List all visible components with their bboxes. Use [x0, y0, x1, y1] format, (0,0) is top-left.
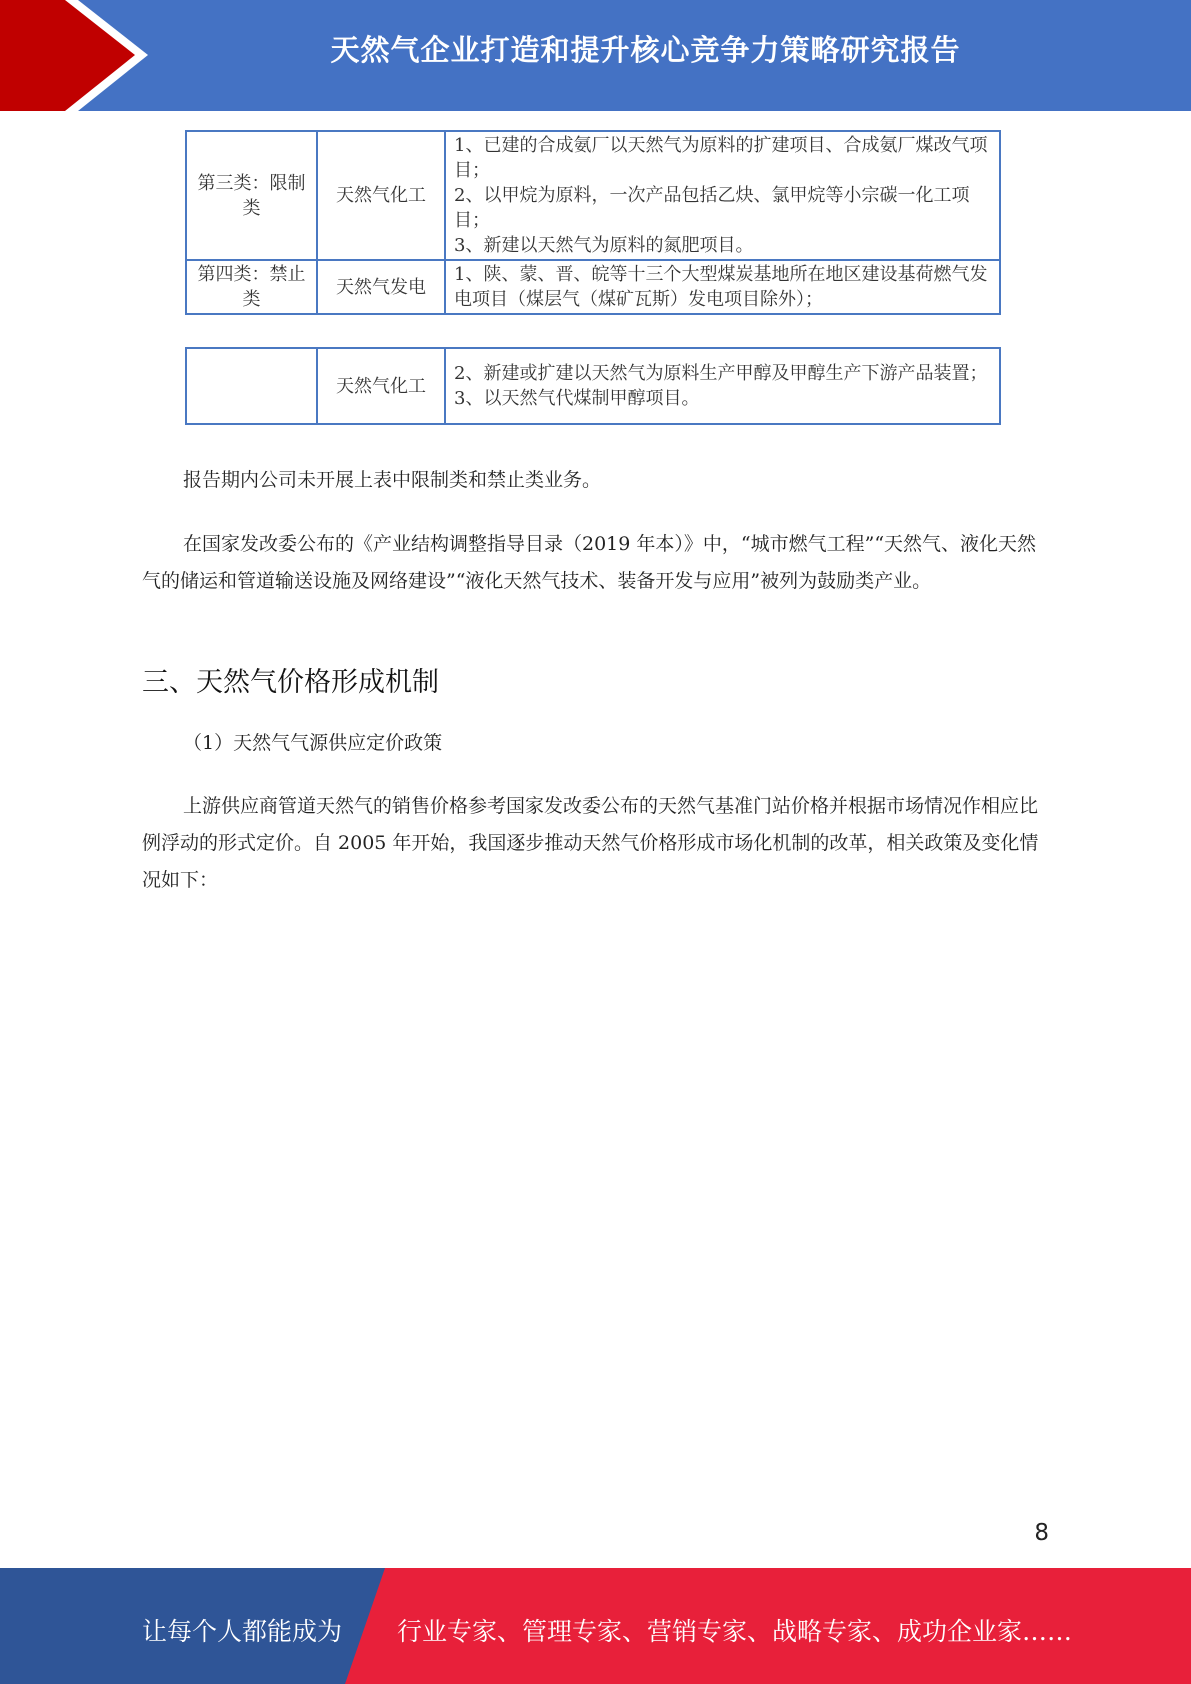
description-line: 3、以天然气代煤制甲醇项目。 [454, 388, 700, 409]
page-number: 8 [1034, 1520, 1049, 1546]
table-cell-category: 第四类：禁止类 [186, 260, 317, 314]
description-line: 2、新建或扩建以天然气为原料生产甲醇及甲醇生产下游产品装置； [454, 363, 988, 384]
footer-slogan-right: 行业专家、管理专家、营销专家、战略专家、成功企业家…… [397, 1617, 1073, 1646]
industry-policy-table-continued [185, 347, 1001, 425]
table-cell-category [186, 348, 317, 424]
page-footer [0, 1568, 1191, 1684]
section-title: 三、天然气价格形成机制 [142, 667, 439, 698]
table-cell-description [445, 260, 1000, 314]
industry-policy-table [185, 130, 1001, 315]
footer-slogan-left: 让每个人都能成为 [142, 1617, 343, 1646]
description-line: 1、已建的合成氨厂以天然气为原料的扩建项目、合成氨厂煤改气项目； [454, 135, 988, 181]
description-line: 3、新建以天然气为原料的氮肥项目。 [454, 235, 754, 256]
subheading: （1）天然气气源供应定价政策 [183, 732, 443, 754]
table-cell-industry: 天然气发电 [317, 260, 445, 314]
description-line: 1、陕、蒙、晋、皖等十三个大型煤炭基地所在地区建设基荷燃气发电项目（煤层气（煤矿瓦斯）发电项目除外）； [454, 264, 988, 310]
page-header [0, 0, 1191, 111]
table-cell-description [445, 348, 1000, 424]
paragraph: 在国家发改委公布的《产业结构调整指导目录（2019 年本）》中，“城市燃气工程”“天然气、液化天然气的储运和管道输送设施及网络建设”“液化天然气技术、装备开发与应用”被列为鼓励类产业。 [142, 533, 1037, 592]
report-title: 天然气企业打造和提升核心竞争力策略研究报告 [330, 33, 961, 67]
table-cell-description [445, 131, 1000, 260]
table-cell-industry: 天然气化工 [317, 131, 445, 260]
table-row [186, 348, 1000, 424]
description-line: 2、以甲烷为原料，一次产品包括乙炔、氯甲烷等小宗碳一化工项目； [454, 185, 970, 231]
paragraph: 报告期内公司未开展上表中限制类和禁止类业务。 [183, 469, 602, 491]
paragraph: 上游供应商管道天然气的销售价格参考国家发改委公布的天然气基准门站价格并根据市场情况作相应比例浮动的形式定价。自 2005 年开始，我国逐步推动天然气价格形成市场化机制的改革，相关政策及变化情况如下： [142, 795, 1039, 891]
table-row [186, 131, 1000, 260]
table-cell-industry: 天然气化工 [317, 348, 445, 424]
table-row [186, 260, 1000, 314]
table-cell-category: 第三类：限制类 [186, 131, 317, 260]
